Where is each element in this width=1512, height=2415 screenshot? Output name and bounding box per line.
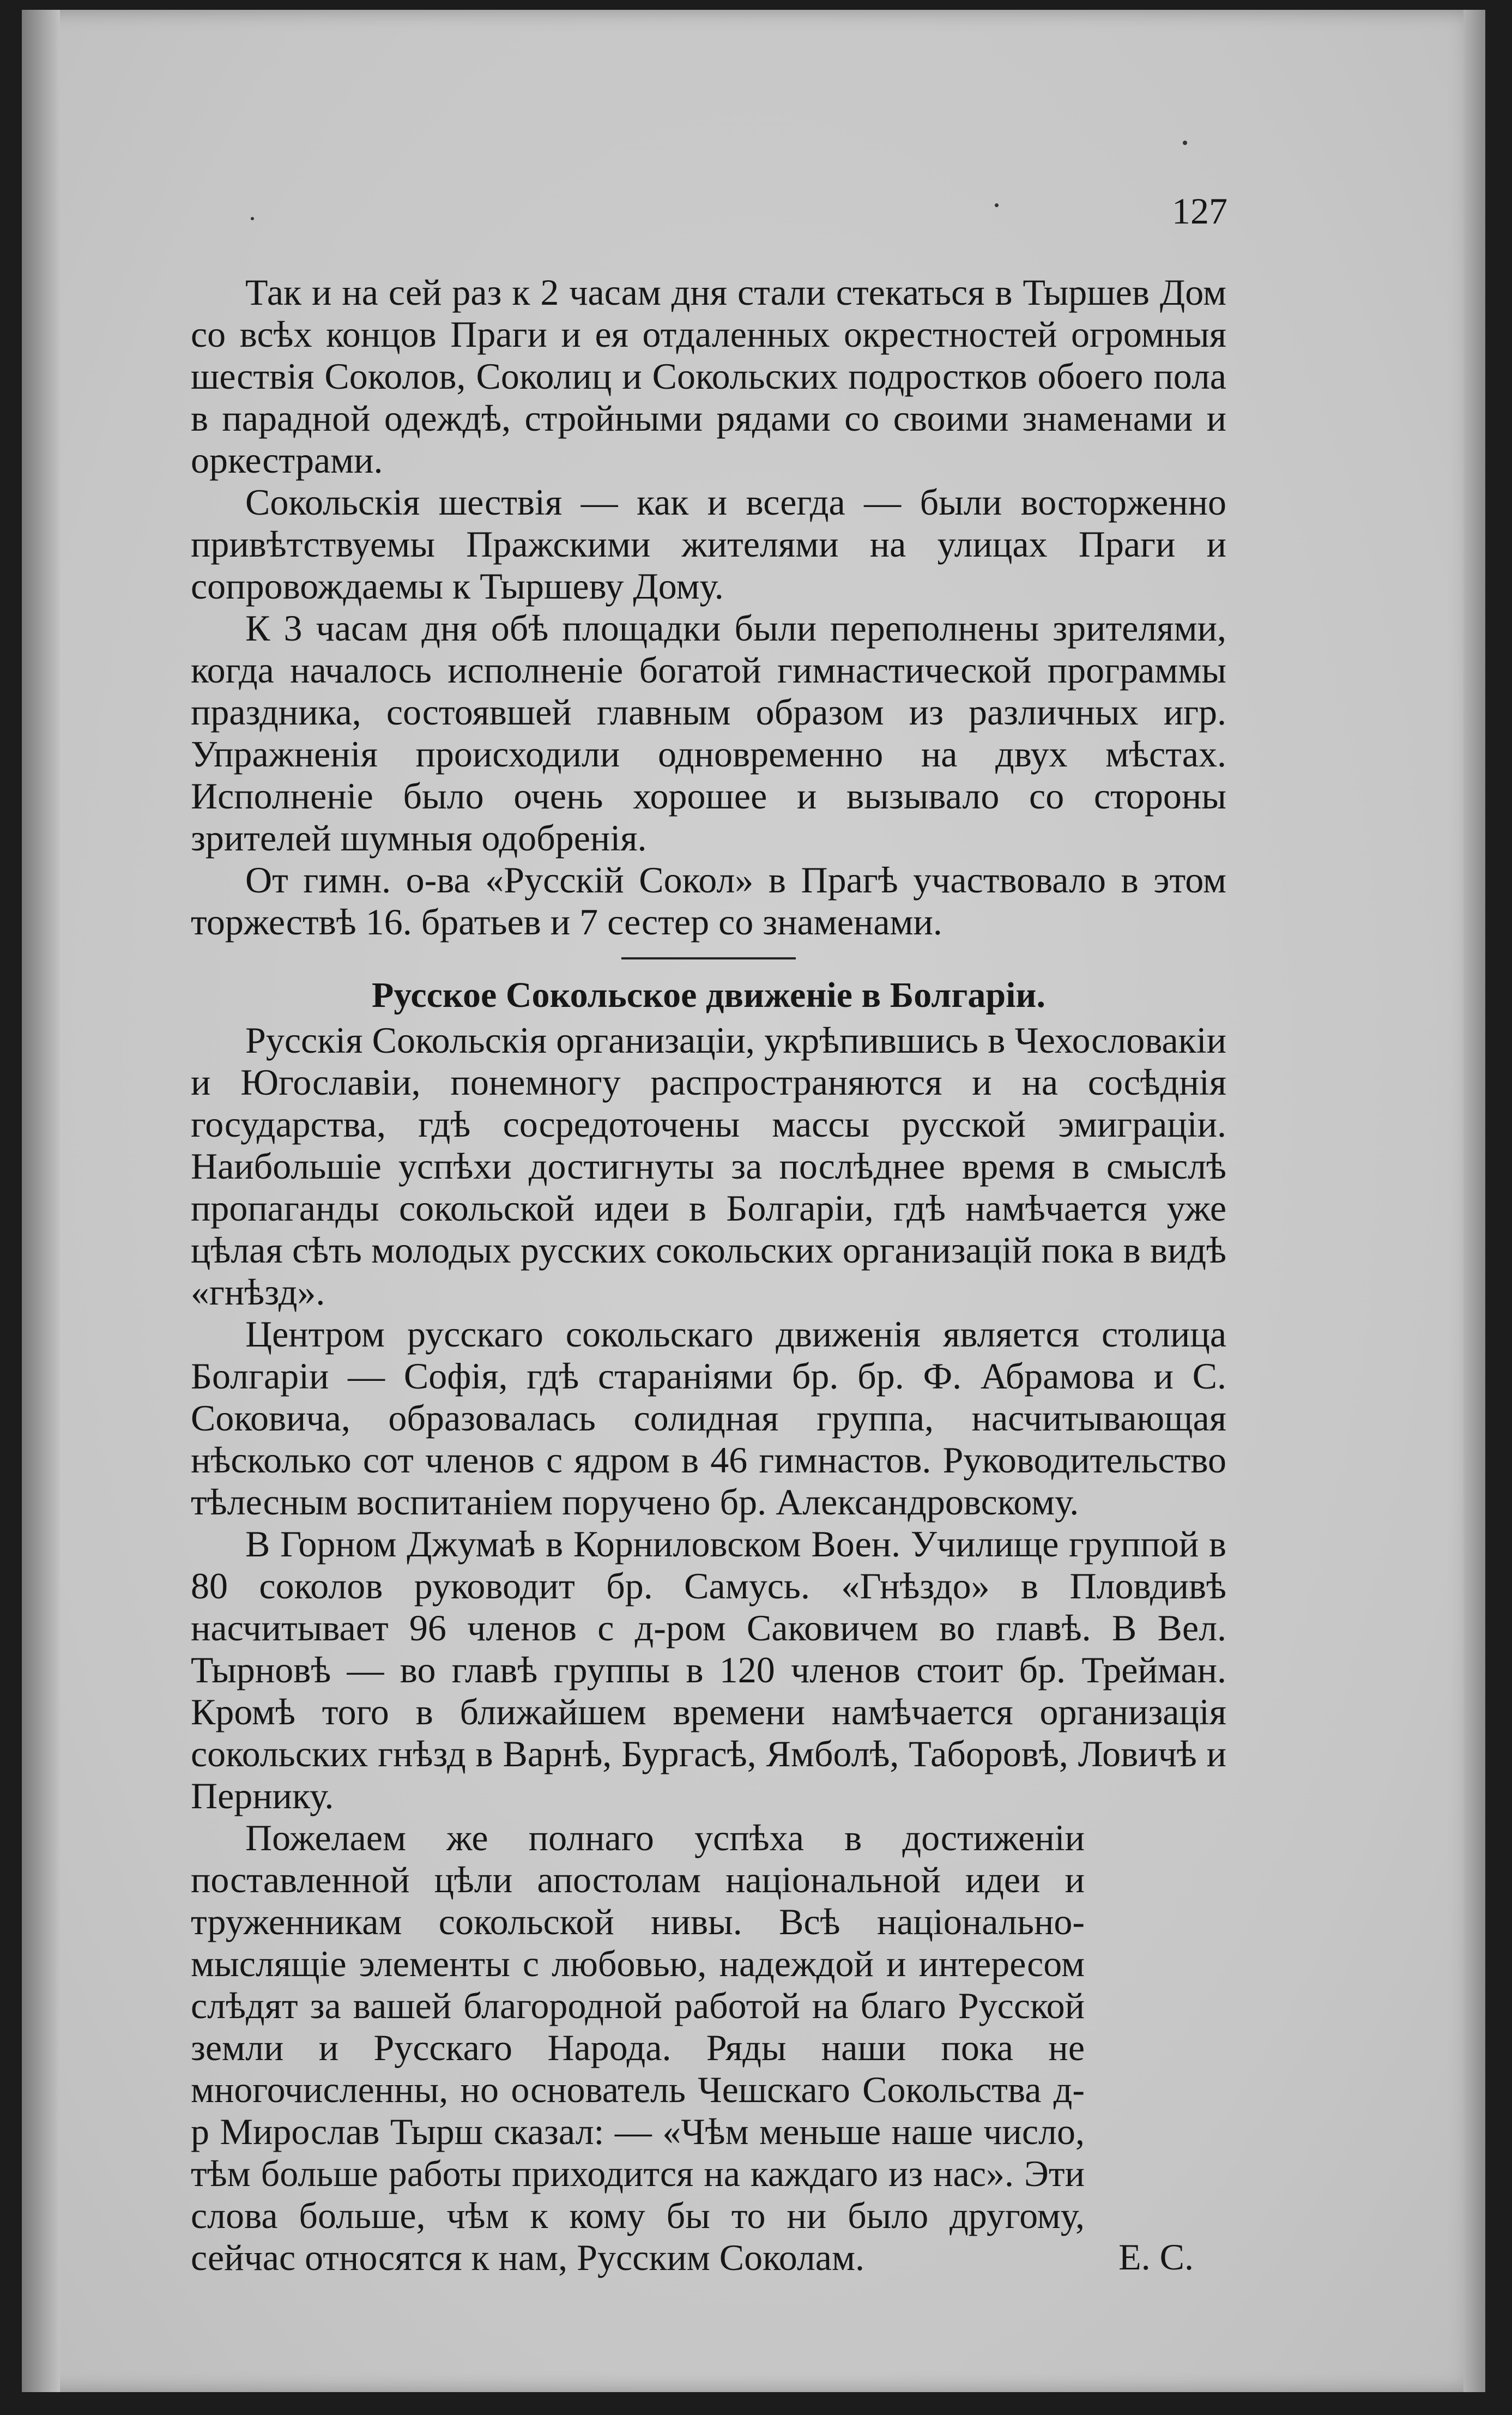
section-divider [621, 957, 796, 959]
section-heading: Русское Сокольское движеніе в Болгаріи. [372, 975, 1045, 1015]
book-page [22, 10, 1485, 2392]
scan-speck [251, 217, 254, 220]
paragraph-2: Сокольскія шествія — как и всегда — были восторженно привѣтствуемы Пражскими жителями на улицах Праги и сопровождаемы к Тыршеву Дому. [191, 481, 1226, 607]
author-signature: Е. С. [1118, 2236, 1194, 2278]
page-edge-shadow [1463, 10, 1485, 2392]
paragraph-3: К 3 часам дня обѣ площадки были переполнены зрителями, когда началось исполненіе богатой гимнастической программы праздника, состоявшей главным образом из различных игр. Упражненія происходили одновременно на двух мѣстах. Исполненіе было очень хорошее и вызывало со стороны зрителей шумныя одобренія. [191, 607, 1226, 859]
paragraph-7: В Горном Джумаѣ в Корниловском Воен. Училище группой в 80 соколов руководит бр. Самусь. «Гнѣздо» в Пловдивѣ насчитывает 96 членов с д-ром Саковичем во главѣ. В Вел. Тырновѣ — во главѣ группы в 120 членов стоит бр. Трейман. Кромѣ того в ближайшем времени намѣчается организація сокольских гнѣзд в Варнѣ, Бургасѣ, Ямболѣ, Таборовѣ, Ловичѣ и Пернику. [191, 1523, 1226, 1816]
paragraph-8: Пожелаем же полнаго успѣха в достиженіи поставленной цѣли апостолам національной идеи и труженникам сокольской нивы. Всѣ національно-мыслящіе элементы с любовью, надеждой и интересом слѣдят за вашей благородной работой на благо Русской земли и Русскаго Народа. Ряды наши пока не многочисленны, но основатель Чешскаго Сокольства д-р Мирослав Тырш сказал: — «Чѣм меньше наше число, тѣм больше работы приходится на каждаго из нас». Эти слова больше, чѣм к кому бы то ни было другому, сейчас относятся к нам, Русским Соколам. [191, 1817, 1085, 2278]
scan-speck [1183, 141, 1187, 145]
article-body [191, 184, 1226, 2279]
scan-speck [995, 203, 999, 207]
paragraph-6: Центром русскаго сокольскаго движенія является столица Болгаріи — Софія, гдѣ стараніями бр. бр. Ф. Абрамова и С. Соковича, образовалась солидная группа, насчитывающая нѣсколько сот членов с ядром в 46 гимнастов. Руководительство тѣлесным воспитаніем поручено бр. Александровскому. [191, 1313, 1226, 1523]
paragraph-1: Так и на сей раз к 2 часам дня стали стекаться в Тыршев Дом со всѣх концов Праги и ея отдаленных окрестностей огромныя шествія Соколов, Соколиц и Сокольских подростков обоего пола в парадной одеждѣ, стройными рядами со своими знаменами и оркестрами. [191, 271, 1226, 481]
paragraph-5: Русскія Сокольскія организаціи, укрѣпившись в Чехословакіи и Югославіи, понемногу распространяются и на сосѣднія государства, гдѣ сосредоточены массы русской эмиграціи. Наибольшіе успѣхи достигнуты за послѣднее время в смыслѣ пропаганды сокольской идеи в Болгаріи, гдѣ намѣчается уже цѣлая сѣть молодых русских сокольских организацій пока в видѣ «гнѣзд». [191, 1019, 1226, 1313]
page-spine-shadow [22, 10, 60, 2392]
paragraph-4: От гимн. о-ва «Русскій Сокол» в Прагѣ участвовало в этом торжествѣ 16. братьев и 7 сестер со знаменами. [191, 859, 1226, 943]
page-number: 127 [1172, 190, 1227, 232]
closing-paragraph-wrapper [191, 1817, 1226, 2279]
